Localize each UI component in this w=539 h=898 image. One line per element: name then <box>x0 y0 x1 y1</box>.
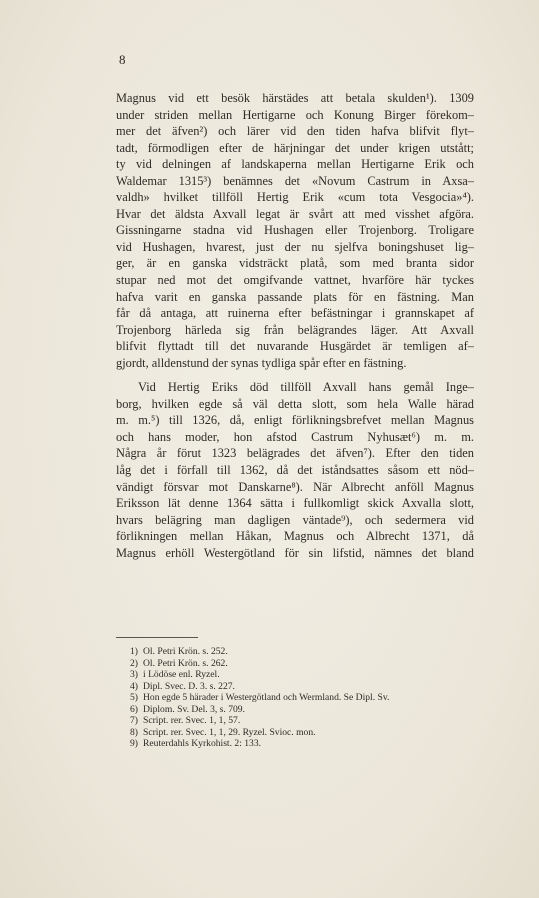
text-line: gjordt, alldenstund der synas tydliga spår efter en fästning. <box>116 355 407 370</box>
text-line: låg det i förfall till 1362, då det iståndsattes såsom ett nöd– <box>116 463 474 478</box>
text-line: tadt, förmodligen efter de härjningar det under krigen utstått; <box>116 140 474 155</box>
footnote-text: Script. rer. Svec. 1, 1, 29. Ryzel. Svioc. mon. <box>143 726 316 738</box>
text-line: vändigt försvar mot Danskarne⁸). När Albrecht anföll Magnus <box>116 479 474 494</box>
text-line: borg, hvilken egde så väl detta slott, som hela Walle härad <box>116 396 474 411</box>
text-line: får då antaga, att ruinerna efter befästningar i grannskapet af <box>116 306 474 321</box>
text-line: hvars belägring man dagligen väntade⁹), och sedermera vid <box>116 512 474 527</box>
footnote-number: 9) <box>130 738 138 749</box>
text-line: ty vid delningen af landskaperna mellan Hertigarne Erik och <box>116 157 474 172</box>
text-line: mer det äfven²) och lärer vid den tiden hafva blifvit flyt– <box>116 124 474 139</box>
text-line: Några år förut 1323 belägrades det äfven⁷). Efter den tiden <box>116 446 474 461</box>
footnote <box>116 681 476 693</box>
text-line: Trojenborg härleda sig från belägrandes läger. Att Axvall <box>116 322 474 337</box>
text-line: blifvit flyttadt till det nuvarande Husgärdet är temligen af– <box>116 339 474 354</box>
footnote-divider <box>116 637 198 638</box>
text-line: Eriksson lät denne 1364 sätta i fullkomligt skick Axvalla slott, <box>116 496 474 511</box>
footnote-text: Reuterdahls Kyrkohist. 2: 133. <box>143 738 262 749</box>
text-line: förlikningen mellan Håkan, Magnus och Albrecht 1371, då <box>116 529 474 544</box>
footnote-text: Diplom. Sv. Del. 3, s. 709. <box>143 703 245 715</box>
text-line: Magnus vid ett besök härstädes att betala skulden¹). 1309 <box>116 91 474 105</box>
footnote-number: 2) <box>130 657 138 669</box>
footnote-number: 7) <box>130 715 138 726</box>
footnote <box>116 646 476 658</box>
text-line: Waldemar 1315³) benämnes det «Novum Castrum in Axsa– <box>116 173 474 188</box>
text-line: stupar ned mot det omgifvande vattnet, hvarföre här tyckes <box>116 273 474 288</box>
footnote <box>116 669 476 681</box>
text-line: Magnus erhöll Westergötland för sin lifstid, nämnes det bland <box>116 545 474 560</box>
footnote-number: 1) <box>130 646 138 657</box>
text-line: ger, är en ganska vidsträckt platå, som med branta sidor <box>116 256 474 271</box>
text-line: m. m.⁵) till 1326, då, enligt förlikningsbrefvet mellan Magnus <box>116 413 474 428</box>
text-line: hafva varit en ganska passande plats för en fästning. Man <box>116 289 474 304</box>
footnote-number: 6) <box>130 703 138 715</box>
footnote <box>116 704 476 716</box>
footnote <box>116 727 476 739</box>
footnote-number: 4) <box>130 680 138 692</box>
body-text <box>116 90 474 561</box>
text-line: vid Hushagen, hvarest, just der nu sjelfva boningshuset lig– <box>116 239 474 254</box>
page-number: 8 <box>119 52 126 67</box>
text-line: och hans moder, hon afstod Castrum Nyhusæt⁶) m. m. <box>116 429 474 444</box>
footnote-number: 5) <box>130 692 138 703</box>
footnotes <box>116 646 476 750</box>
footnote-text: Script. rer. Svec. 1, 1, 57. <box>143 715 241 726</box>
footnote <box>116 658 476 670</box>
text-line: Hvar det äldsta Axvall legat är svårt att med visshet afgöra. <box>116 206 474 221</box>
footnote-text: Dipl. Svec. D. 3. s. 227. <box>143 680 235 692</box>
footnote-text: Ol. Petri Krön. s. 252. <box>143 646 228 657</box>
text-line: under striden mellan Hertigarne och Konung Birger förekom– <box>116 107 474 122</box>
footnote <box>116 692 476 704</box>
footnote-text: Hon egde 5 härader i Westergötland och Wermland. Se Dipl. Sv. <box>143 692 390 703</box>
text-line: Gissningarne stadna vid Hushagen eller Trojenborg. Troligare <box>116 223 474 238</box>
footnote-number: 8) <box>130 726 138 738</box>
footnote <box>116 715 476 727</box>
text-line: valdh» hvilket tillföll Hertig Erik «cum tota Vesgocia»⁴). <box>116 190 474 205</box>
footnote-text: i Lödöse enl. Ryzel. <box>143 669 220 680</box>
paragraph-gap <box>116 371 474 379</box>
footnote-text: Ol. Petri Krön. s. 262. <box>143 657 228 669</box>
footnote-number: 3) <box>130 669 138 680</box>
footnote <box>116 738 476 750</box>
text-line: Vid Hertig Eriks död tillföll Axvall hans gemål Inge– <box>138 380 474 395</box>
